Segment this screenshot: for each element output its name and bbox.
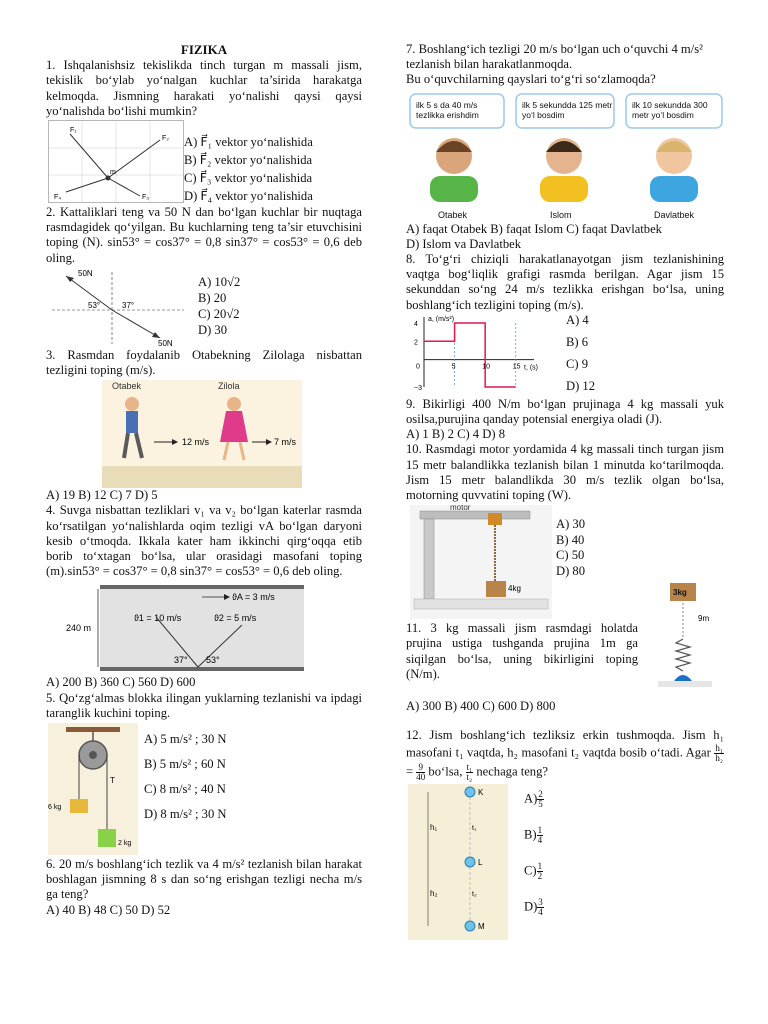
q12-option-d[interactable]: D) $\frac{3}{4}$ <box>524 896 543 917</box>
q3-walkers-image <box>102 380 302 488</box>
q12-value-den: 40 <box>416 771 426 782</box>
chart-series <box>424 323 516 387</box>
q10-option-d[interactable]: D) 80 <box>556 563 586 578</box>
q12-option-c[interactable]: C) $\frac{1}{2}$ <box>524 860 543 881</box>
q7-student-islom <box>540 138 588 202</box>
q12-value-num: 9 <box>416 763 425 773</box>
q7-bubble-3-text: ilk 10 sekundda 300 metr yo‘l bosdim <box>632 99 708 120</box>
q7-name-1: Otabek <box>438 209 468 220</box>
q12-h1: h₁ <box>430 822 438 832</box>
q1-option-d[interactable]: D) F⃗₄ vektor yo‘nalishida <box>184 189 313 204</box>
q7-text: 7. Boshlang‘ich tezligi 20 m/s bo‘lgan uch o‘quvchi 4 m/s² tezlanish bilan harakatlanmoqda. <box>406 42 703 72</box>
q6-answers: A) 40 B) 48 C) 50 D) 52 <box>46 902 171 917</box>
q1-f2-label: F₂ <box>162 135 169 143</box>
x-tick-label: 10 <box>482 363 490 371</box>
q1-figure <box>46 119 362 205</box>
q8-option-d[interactable]: D) 12 <box>566 378 596 393</box>
q12-options <box>524 790 544 934</box>
q1-option-c[interactable]: C) F⃗₃ vektor yo‘nalishida <box>184 171 313 186</box>
q10-options <box>556 517 585 579</box>
q8-option-c[interactable]: C) 9 <box>566 356 589 371</box>
q12-ratio-fraction <box>714 744 724 763</box>
q4-answers: A) 200 B) 360 C) 560 D) 600 <box>46 675 196 690</box>
q5-mass-2: 2 kg <box>118 840 132 848</box>
right-column <box>406 42 724 940</box>
q3-name-zilola: Zilola <box>218 381 240 392</box>
q3-figure <box>46 378 362 488</box>
chart-axes <box>424 316 538 387</box>
q12-ratio-den: h₂ <box>715 752 723 763</box>
q7-bubble-1-text: ilk 5 s da 40 m/s tezlikka erishdim <box>416 99 479 120</box>
q5-figure <box>46 721 362 857</box>
chart-ticks <box>414 321 521 392</box>
q4-river-diagram <box>64 585 304 673</box>
q7-question: Bu o‘quvchilarning qayslari to‘g‘ri so‘zlamoqda? <box>406 72 656 87</box>
q10-text: 10. Rasmdagi motor yordamida 4 kg massali tinch turgan jism 15 metr balandlikka tezlanish bilan 1 minutda ko‘tarilmoqda. Jism 15 metr balandlikda 30 m/s tezlik olgan bo‘lsa, motorning quvvatini toping (W). <box>406 442 724 503</box>
q2-figure <box>46 266 362 348</box>
y-tick-label: −3 <box>414 384 422 392</box>
q12-text-3: nechaga teng? <box>476 764 548 779</box>
page-title: FIZIKA <box>180 42 228 57</box>
q10-option-c[interactable]: C) 50 <box>556 548 585 563</box>
q11-text: 11. 3 kg massali jism rasmdagi holatda prujina ustiga tushganda prujina 1m ga siqilgan bo‘lsa, uning bikirligini toping (N/m). <box>406 621 638 681</box>
y-axis-label: a, (m/s²) <box>428 315 455 323</box>
q1-f4-label: F₄ <box>54 194 62 202</box>
q7-answers-1: A) faqat Otabek B) faqat Islom C) faqat Davlatbek <box>406 221 662 236</box>
q12-figure <box>406 782 724 940</box>
q7-name-3: Davlatbek <box>654 209 695 220</box>
q5-options <box>144 727 227 827</box>
q2-text: 2. Kattaliklari teng va 50 N dan bo‘lgan kuchlar bir nuqtaga rasmdagidek qo‘yilgan. Bu kuchlarning teng ta’sir etuvchisini toping (N). sin53° = cos37° = 0,8 sin37° = cos53° = 0,6 deb oling. <box>46 205 362 265</box>
q2-angle-2: 37° <box>122 300 135 310</box>
q5-pulley-diagram <box>48 723 138 855</box>
q11-mass-label: 3kg <box>673 588 687 598</box>
q2-option-d[interactable]: D) 30 <box>198 322 228 337</box>
q12-t2: t₂ <box>472 890 477 898</box>
q12-ask-fraction <box>466 763 474 782</box>
x-axis-label: t, (s) <box>524 364 538 372</box>
q12-ask-den: t₂ <box>466 771 473 782</box>
q10-motor-diagram <box>410 505 552 619</box>
q12-point-l: L <box>478 857 483 867</box>
q4-text: 4. Suvga nisbattan tezliklari v₁ va v₂ bo‘lgan katerlar rasmda ko‘rsatilgan yo‘nalishlarda oqim tezligi vA bo‘lgan daryoni kesib o‘tmoqda. Ikkala kater ham ikkinchi qirg‘oqqa etib borib to‘xtagan bo‘lsa, ular orasidagi masofani toping (m).sin53° = cos37° = 0,8 sin37° = cos53° = 0,6 deb oling. <box>46 503 362 579</box>
q10-mass-label: 4kg <box>508 584 521 594</box>
q8-acceleration-chart <box>410 313 560 395</box>
q5-mass-1: 6 kg <box>48 804 62 812</box>
q1-f3-label: F₃ <box>142 194 150 202</box>
q1-m-label: m <box>110 169 116 177</box>
q12-text-2: bo‘lsa, <box>428 764 463 779</box>
q2-option-c[interactable]: C) 20√2 <box>198 306 240 321</box>
q5-tension-label: T <box>110 776 115 786</box>
q1-text: 1. Ishqalanishsiz tekislikda tinch turgan m massali jism, tekislik bo‘ylab yo‘nalgan kuchlar ta’sirida harakatga kelmoqda. Jismning harakati yo‘nalishi qaysi qaysi yo‘nalishda bo‘lishi mumkin? <box>46 58 362 118</box>
q2-force-diagram <box>48 268 188 348</box>
q1-option-a[interactable]: A) F⃗₁ vektor yo‘nalishida <box>184 135 313 150</box>
q11-spring-diagram <box>652 581 724 695</box>
q4-v1-label: ϑ1 = 10 m/s <box>134 613 182 624</box>
q11-answers: A) 300 B) 400 C) 600 D) 800 <box>406 699 556 714</box>
acceleration-series <box>424 323 516 387</box>
q12-ratio-num: h₁ <box>715 742 723 753</box>
q9-text: 9. Bikirligi 400 N/m bo‘lgan prujinaga 4 kg massali yuk osilsa,purujina qanday potensial energiya oladi (J). <box>406 396 724 427</box>
left-column <box>46 42 362 918</box>
q7-answers-2: D) Islom va Davlatbek <box>406 236 522 251</box>
q12-eq: = <box>406 764 414 779</box>
q2-option-b[interactable]: B) 20 <box>198 290 227 305</box>
q10-option-a[interactable]: A) 30 <box>556 517 586 532</box>
q12-ask-num: t₁ <box>466 761 473 772</box>
q12-point-m: M <box>478 921 485 931</box>
q2-angle-1: 53° <box>88 300 101 310</box>
q1-options <box>184 133 313 205</box>
q8-options <box>566 309 595 397</box>
q3-answers: A) 19 B) 12 C) 7 D) 5 <box>46 488 158 503</box>
q12-option-b[interactable]: B) $\frac{1}{4}$ <box>524 824 543 845</box>
q3-name-otabek: Otabek <box>112 381 142 392</box>
q2-option-a[interactable]: A) 10√2 <box>198 274 241 289</box>
y-tick-label: 4 <box>414 320 418 328</box>
x-tick-label: 0 <box>416 363 420 371</box>
q8-text: 8. To‘g‘ri chiziqli harakatlanayotgan jism tezlanishining vaqtga bog‘liqlik grafigi rasmda berilgan. Agar jism 15 sekunddan so‘ng 24 m/s tezlikka erishgan bo‘lsa, uning boshlang‘ich tezligini toping (m/s). <box>406 252 724 312</box>
q7-bubble-2-text: ilk 5 sekundda 125 metr yo‘l bosdim <box>522 99 613 120</box>
q3-v1: 12 m/s <box>182 437 210 448</box>
q6-text: 6. 20 m/s boshlang‘ich tezlik va 4 m/s² tezlanish bilan harakat boshlagan jismning 8 s dan so‘ng erishgan tezligi necha m/s ga teng? <box>46 857 362 902</box>
q12-t1: t₁ <box>472 824 477 832</box>
q1-f1-label: F₁ <box>70 127 77 135</box>
q7-name-2: Islom <box>550 209 572 220</box>
q3-v2: 7 m/s <box>274 437 297 448</box>
q12-point-k: K <box>478 787 484 797</box>
q7-student-otabek <box>430 138 478 202</box>
q9-answers: A) 1 B) 2 C) 4 D) 8 <box>406 427 505 442</box>
q4-angle-1: 37° <box>174 655 188 666</box>
q7-student-davlatbek <box>650 138 698 202</box>
q4-width-label: 240 m <box>66 623 92 634</box>
q4-va-label: ϑA = 3 m/s <box>232 592 275 603</box>
q2-options <box>198 274 240 338</box>
q5-option-d[interactable]: D) 8 m/s² ; 30 N <box>144 807 227 822</box>
q8-option-a[interactable]: A) 4 <box>566 312 589 327</box>
q8-option-b[interactable]: B) 6 <box>566 334 589 349</box>
q7-figure <box>406 88 724 222</box>
q5-text: 5. Qo‘zg‘almas blokka ilingan yuklarning tezlanishi va ipdagi taranglik kuchini toping. <box>46 690 362 720</box>
q2-force-bottom-label: 50N <box>158 338 173 348</box>
x-tick-label: 5 <box>451 363 456 371</box>
q1-force-diagram <box>48 120 188 204</box>
y-tick-label: 2 <box>414 339 418 347</box>
q4-angle-2: 53° <box>206 655 220 666</box>
q12-h2: h₂ <box>430 888 438 898</box>
q12-text-1: 12. Jism boshlang‘ich tezliksiz erkin tushmoqda. Jism h₁ masofani t₁ vaqtda, h₂ masofani t₂ vaqtda bosib o‘tadi. Agar <box>406 728 724 760</box>
q4-v2-label: ϑ2 = 5 m/s <box>214 613 257 624</box>
q4-figure <box>46 579 362 675</box>
x-tick-label: 15 <box>512 363 521 371</box>
q3-text: 3. Rasmdan foydalanib Otabekning Zilolaga nisbattan tezligini toping (m/s). <box>46 347 362 378</box>
q5-option-a[interactable]: A) 5 m/s² ; 30 N <box>144 732 227 747</box>
q10-option-b[interactable]: B) 40 <box>556 532 585 547</box>
q12-option-a[interactable]: A) $\frac{2}{5}$ <box>524 788 543 809</box>
q10-motor-label: motor <box>450 505 471 513</box>
q2-force-top-label: 50N <box>78 268 93 278</box>
q11-height-label: 9m <box>698 614 710 624</box>
q12-text <box>406 728 724 781</box>
q8-figure <box>406 313 724 397</box>
q5-option-c[interactable]: C) 8 m/s² ; 40 N <box>144 782 226 797</box>
q12-value-fraction <box>416 763 425 782</box>
q5-option-b[interactable]: B) 5 m/s² ; 60 N <box>144 757 226 772</box>
q1-option-b[interactable]: B) F⃗₂ vektor yo‘nalishida <box>184 153 313 168</box>
q12-freefall-diagram <box>408 784 508 940</box>
